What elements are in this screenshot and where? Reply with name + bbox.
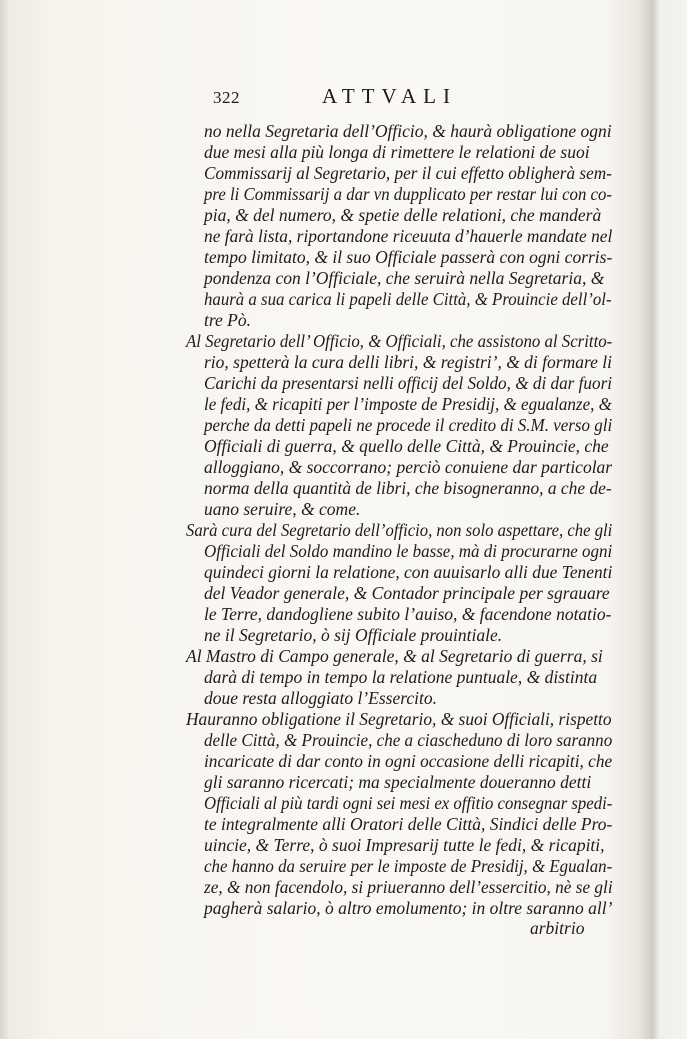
text-line: Al Mastro di Campo generale, & al Segretario di guerra, si [186, 646, 603, 666]
text-line: delle Città, & Prouincie, che a ciascheduno di loro saranno [204, 730, 613, 750]
page-gutter [0, 0, 8, 1039]
text-line: le fedi, & ricapiti per l’imposte de Presidij, & egualanze, & [204, 394, 612, 414]
text-line: rio, spetterà la cura delli libri, & registri’, & di formare li [204, 352, 613, 372]
text-line: due mesi alla più longa di rimettere le relationi de suoi [204, 142, 590, 162]
text-line: ne il Segretario, ò sij Officiale prouintiale. [204, 625, 503, 645]
text-line: Officiali del Soldo mandino le basse, mà di procurarne ogni [204, 541, 613, 561]
text-line: Officiali al più tardi ogni sei mesi ex offitio consegnar spedi- [204, 793, 613, 813]
text-line: che hanno da seruire per le imposte de Presidij, & Egualan- [204, 856, 613, 876]
text-line: pagherà salario, ò altro emolumento; in oltre saranno all’ [204, 898, 613, 918]
text-line: pondenza con l’Officiale, che seruirà nella Segretaria, & [204, 268, 605, 288]
text-line: perche da detti papeli ne procede il credito di S.M. verso gli [204, 415, 613, 435]
text-line: pia, & del numero, & spetie delle relationi, che manderà [204, 205, 602, 225]
catchword: arbitrio [530, 918, 585, 938]
text-line: alloggiano, & soccorrano; perciò conuiene dar particolar [204, 457, 613, 477]
text-line: darà di tempo in tempo la relatione puntuale, & distinta [204, 667, 598, 687]
text-line: le Terre, dandogliene subito l’auiso, & facendone notatio- [204, 604, 612, 624]
text-line: no nella Segretaria dell’Officio, & haurà obligatione ogni [204, 121, 612, 141]
text-line: te integralmente alli Oratori delle Città, Sindici delle Pro- [204, 814, 613, 834]
text-line: ze, & non facendolo, si priueranno dell’essercitio, nè se gli [204, 877, 613, 897]
text-line: Al Segretario dell’ Officio, & Officiali, che assistono al Scritto- [186, 331, 613, 351]
text-line: norma della quantità de libri, che bisogneranno, a che de- [204, 478, 612, 498]
text-line: Officiali di guerra, & quello delle Città, & Prouincie, che [204, 436, 609, 456]
text-line: Hauranno obligatione il Segretario, & suoi Officiali, rispetto [186, 709, 612, 729]
text-line: tempo limitato, & il suo Officiale passerà con ogni corris- [204, 247, 613, 267]
text-line: doue resta alloggiato l’Essercito. [204, 688, 437, 708]
text-line: tre Pò. [204, 310, 251, 330]
page-number: 322 [213, 88, 240, 107]
text-line: Sarà cura del Segretario dell’officio, non solo aspettare, che gli [186, 520, 613, 540]
text-line: del Veador generale, & Contador principale per sgrauare [204, 583, 610, 603]
text-line: ne farà lista, riportandone riceuuta d’hauerle mandate nel [204, 226, 613, 246]
text-line: gli saranno ricercati; ma specialmente doueranno detti [204, 772, 592, 792]
running-head: ATTVALI [322, 84, 457, 108]
text-line: incaricate di dar conto in ogni occasione delli ricapiti, che [204, 751, 613, 771]
text-line: quindeci giorni la relatione, con auuisarlo alli due Tenenti [204, 562, 613, 582]
text-line: Carichi da presentarsi nelli officij del Soldo, & di dar fuori [204, 373, 613, 393]
text-line: uincie, & Terre, ò suoi Impresarij tutte le fedi, & ricapiti, [204, 835, 605, 855]
text-line: Commissarij al Segretario, per il cui effetto obligherà sem- [204, 163, 612, 183]
text-line: haurà a sua carica li papeli delle Città, & Prouincie dell’ol- [204, 289, 612, 309]
text-line: uano seruire, & come. [204, 499, 361, 519]
text-line: pre li Commissarij a dar vn dupplicato per restar lui con co- [204, 184, 612, 204]
